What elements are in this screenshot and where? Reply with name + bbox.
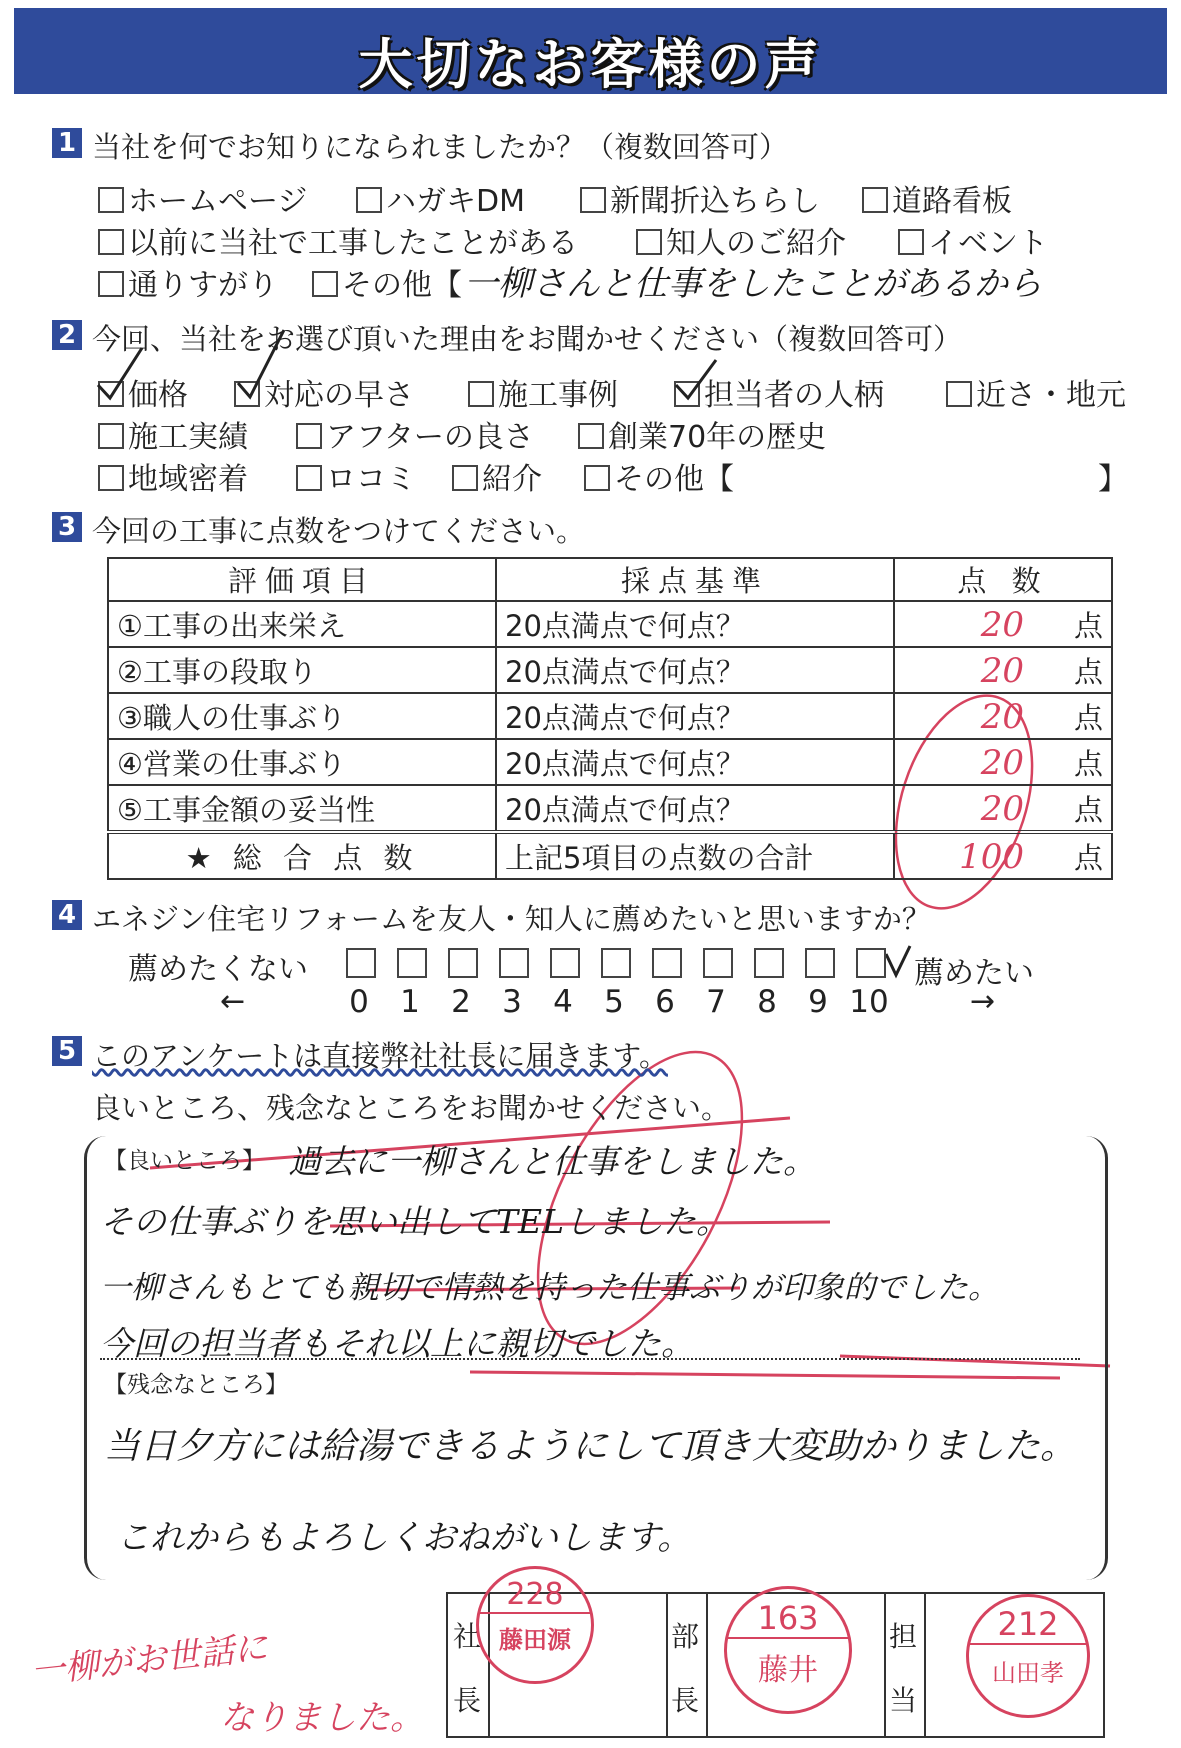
bad-line-2: これからもよろしくおねがいします。 [116,1518,692,1558]
question-number-5: 5 [52,1036,82,1066]
row-criteria: 20点満点で何点？ [496,647,894,693]
scale-number: 3 [502,984,522,1020]
table-row-total [108,832,1112,879]
scale-checkbox-1[interactable] [397,948,427,978]
q1-option-passing[interactable]: 通りすがり [98,260,278,304]
q2-option-word-of-mouth[interactable]: ロコミ [296,454,416,498]
q1-option-homepage[interactable]: ホームページ [98,176,307,220]
header-score: 点 数 [894,558,1112,601]
manager-stamp: 163 藤井 [724,1586,852,1714]
bad-points-label: 【残念なところ】 [104,1372,288,1398]
margin-note-line1: 一柳がお世話に [28,1627,270,1693]
row-item: ③職人の仕事ぶり [108,693,496,739]
q1-other-answer: 一柳さんと仕事をしたことがあるから [464,264,1042,304]
scale-number: 5 [604,984,624,1020]
question-2-text: 今回、当社をお選び頂いた理由をお聞かせください（複数回答可） [92,322,963,356]
check-mark-speed [238,330,284,397]
scale-checkbox-8[interactable] [754,948,784,978]
row-criteria: 20点満点で何点？ [496,601,894,647]
row-criteria: 20点満点で何点？ [496,739,894,785]
q2-option-community[interactable]: 地域密着 [98,454,248,498]
scale-number: 4 [553,984,573,1020]
question-5-line1: このアンケートは直接弊社社長に届きます。 [92,1039,668,1073]
divider [100,1358,1080,1360]
q2-option-price[interactable]: 価格 [98,370,188,414]
row-score[interactable]: 20 点 [894,739,1112,785]
q2-option-local[interactable]: 近さ・地元 [946,370,1126,414]
good-line-1: 過去に一柳さんと仕事をしました。 [288,1142,816,1181]
scale-checkbox-3[interactable] [499,948,529,978]
q1-option-signboard[interactable]: 道路看板 [862,176,1012,220]
q2-option-record[interactable]: 施工実績 [98,412,248,456]
total-item: ★ 総 合 点 数 [108,832,496,879]
good-line-3: 一柳さんもとても親切で情熱を持った仕事ぶりが印象的でした。 [100,1270,999,1306]
q2-option-cases[interactable]: 施工事例 [468,370,618,414]
good-line-2: その仕事ぶりを思い出してTELしました。 [100,1202,730,1241]
check-mark-price [98,348,142,398]
label-manager: 部 長 [670,1620,699,1717]
row-score[interactable]: 20 点 [894,647,1112,693]
label-president: 社 長 [452,1620,481,1717]
label-staff: 担 当 [888,1620,917,1717]
good-line-4: 今回の担当者もそれ以上に親切でした。 [100,1324,694,1363]
bad-line-1: 当日夕方には給湯できるようにして頂き大変助かりました。 [104,1426,1077,1467]
scale-checkbox-6[interactable] [652,948,682,978]
scale-number: 8 [757,984,777,1020]
score-table [107,557,1113,880]
row-criteria: 20点満点で何点？ [496,785,894,832]
q2-other-close: 】 [1098,462,1128,497]
question-5-line2: 良いところ、残念なところをお聞かせください。 [92,1091,731,1125]
row-score[interactable]: 20 点 [894,693,1112,739]
q2-option-staff[interactable]: 担当者の人柄 [674,370,884,414]
question-1-text: 当社を何でお知りになられましたか？（複数回答可） [92,130,789,164]
staff-stamp: 212 山田孝 [966,1594,1090,1718]
right-arrow-icon: → [970,984,996,1019]
scale-checkbox-7[interactable] [703,948,733,978]
scale-checkbox-5[interactable] [601,948,631,978]
question-number-3: 3 [52,512,82,542]
scale-checkbox-0[interactable] [346,948,376,978]
scale-checkbox-10[interactable] [856,948,886,978]
q2-option-introduction[interactable]: 紹介 [452,454,542,498]
q2-option-aftercare[interactable]: アフターの良さ [296,412,534,456]
table-row [108,647,1112,693]
header-criteria: 採点基準 [496,558,894,601]
table-row [108,601,1112,647]
row-item: ②工事の段取り [108,647,496,693]
margin-note-line2: なりました。 [220,1698,424,1738]
row-item: ⑤工事金額の妥当性 [108,785,496,832]
scale-number: 1 [400,984,420,1020]
q1-option-referral[interactable]: 知人のご紹介 [636,218,846,262]
scale-number: 7 [706,984,726,1020]
header-item: 評価項目 [108,558,496,601]
q1-option-other[interactable]: その他【 [312,260,462,304]
q1-option-postcard[interactable]: ハガキDM [356,176,525,220]
q1-option-flyer[interactable]: 新聞折込ちらし [580,176,820,220]
score-table-header [108,558,1112,601]
row-score[interactable]: 20 点 [894,601,1112,647]
total-criteria: 上記5項目の点数の合計 [496,832,894,879]
scale-checkbox-2[interactable] [448,948,478,978]
scale-checkbox-9[interactable] [805,948,835,978]
scale-number: 2 [451,984,471,1020]
scale-right-label: 薦めたい [914,956,1034,991]
check-mark-scale-10 [886,946,910,975]
question-number-4: 4 [52,900,82,930]
scale-number: 10 [849,984,889,1020]
scale-left-label: 薦めたくない [128,952,308,987]
row-criteria: 20点満点で何点？ [496,693,894,739]
left-arrow-icon: ← [220,984,246,1019]
scale-number: 6 [655,984,675,1020]
q1-option-previous[interactable]: 以前に当社で工事したことがある [98,218,578,262]
scale-number: 9 [808,984,828,1020]
scale-number: 0 [349,984,369,1020]
table-row [108,785,1112,832]
question-3-text: 今回の工事に点数をつけてください。 [92,514,586,548]
q2-option-history[interactable]: 創業70年の歴史 [578,412,826,456]
table-row [108,693,1112,739]
row-score[interactable]: 20 点 [894,785,1112,832]
good-points-label: 【良いところ】 [104,1148,265,1174]
table-row [108,739,1112,785]
q2-option-speed[interactable]: 対応の早さ [234,370,414,414]
question-number-1: 1 [52,128,82,158]
question-number-2: 2 [52,320,82,350]
q1-option-event[interactable]: イベント [898,218,1048,262]
total-score[interactable]: 100 点 [894,832,1112,879]
row-item: ①工事の出来栄え [108,601,496,647]
check-mark-staff [676,360,716,398]
scale-checkbox-4[interactable] [550,948,580,978]
row-item: ④営業の仕事ぶり [108,739,496,785]
page-title: 大切なお客様の声 [358,33,823,96]
q2-option-other[interactable]: その他【 [584,454,734,498]
president-stamp: 228 藤田源 [476,1566,594,1684]
question-4-text: エネジン住宅リフォームを友人・知人に薦めたいと思いますか？ [92,902,931,936]
